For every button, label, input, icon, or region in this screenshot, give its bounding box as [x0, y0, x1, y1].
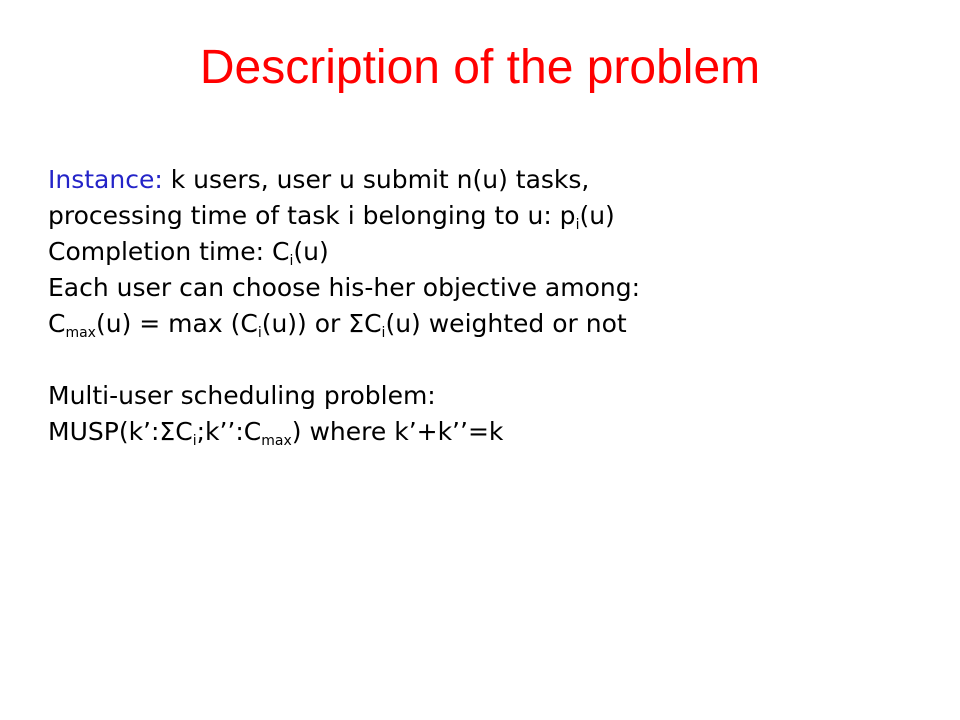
multi-user-text: Multi-user scheduling problem:	[48, 381, 436, 410]
musp-ci-symbol: C	[175, 417, 193, 446]
instance-text: k users, user u submit n(u) tasks,	[162, 165, 590, 194]
sigma-symbol: Σ	[348, 309, 365, 338]
objective-line	[48, 270, 948, 306]
formula-part-2: (u)) or	[261, 309, 349, 338]
cmax-symbol: C	[48, 309, 66, 338]
processing-time-line	[48, 198, 948, 234]
cmax-subscript: max	[65, 325, 96, 341]
instance-line	[48, 162, 948, 198]
multi-user-line	[48, 378, 948, 414]
musp-part-1: MUSP(k’:	[48, 417, 160, 446]
musp-part-2: ;k’’:C	[196, 417, 262, 446]
processing-time-text: processing time of task i belonging to u: p	[48, 201, 576, 230]
musp-cmax-subscript: max	[261, 433, 292, 449]
ci-symbol: C	[364, 309, 382, 338]
formula-part-3: (u) weighted or not	[385, 309, 627, 338]
completion-time-tail: (u)	[293, 237, 329, 266]
musp-sigma-symbol: Σ	[159, 417, 176, 446]
musp-part-3: ) where k’+k’’=k	[291, 417, 504, 446]
ci-subscript-2: i	[381, 325, 386, 341]
processing-time-tail: (u)	[579, 201, 615, 230]
musp-ci-subscript: i	[192, 433, 197, 449]
slide-body	[48, 162, 948, 450]
completion-time-text: Completion time: C	[48, 237, 290, 266]
processing-time-subscript: i	[575, 217, 580, 233]
slide-title: Description of the problem	[199, 41, 761, 94]
formula-part-1: (u) = max (C	[95, 309, 258, 338]
objective-text: Each user can choose his-her objective among:	[48, 273, 641, 302]
completion-time-line	[48, 234, 948, 270]
blank-line	[48, 342, 948, 378]
completion-time-subscript: i	[289, 253, 294, 269]
musp-line	[48, 414, 948, 450]
ci-subscript-1: i	[257, 325, 262, 341]
objective-formula-line	[48, 306, 948, 342]
instance-label: Instance:	[48, 165, 163, 194]
